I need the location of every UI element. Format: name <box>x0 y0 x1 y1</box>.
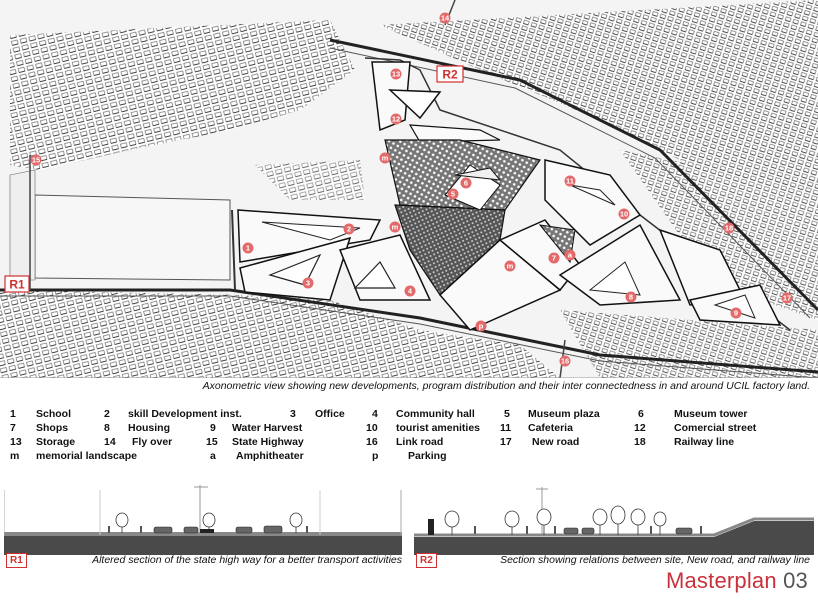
marker-a <box>565 250 576 261</box>
marker-15 <box>31 155 42 166</box>
page-title <box>666 568 808 594</box>
section-r2 <box>414 475 814 567</box>
legend-label: Comercial street <box>674 422 757 434</box>
marker-18 <box>724 223 735 234</box>
legend-label: Community hall <box>396 408 475 420</box>
legend-label: memorial landscape <box>36 450 137 462</box>
section-r1 <box>4 475 402 567</box>
marker-8 <box>626 292 637 303</box>
legend-key: p <box>372 450 379 462</box>
legend-label: Amphitheater <box>236 450 304 462</box>
axonometric-caption: Axonometric view showing new developments, program distribution and their inter connectedness in and around UCIL factory land. <box>202 380 810 392</box>
svg-text:16: 16 <box>560 356 570 366</box>
legend-key: 2 <box>104 408 110 420</box>
marker-16 <box>560 356 571 367</box>
legend-key: 13 <box>10 436 22 448</box>
marker-13 <box>391 69 402 80</box>
marker-1 <box>243 243 254 254</box>
road-tag-r2: R2 <box>442 67 458 82</box>
section-r2-caption: Section showing relations between site, New road, and railway line <box>500 554 810 566</box>
svg-text:a: a <box>567 250 573 260</box>
svg-text:18: 18 <box>724 223 734 233</box>
svg-text:2: 2 <box>346 224 352 234</box>
marker-14 <box>440 13 451 24</box>
legend-key: 17 <box>500 436 512 448</box>
svg-text:4: 4 <box>407 286 413 296</box>
title-number: 03 <box>783 568 808 593</box>
svg-text:5: 5 <box>450 189 456 199</box>
legend-label: Museum plaza <box>528 408 600 420</box>
legend-key: m <box>10 450 20 462</box>
svg-text:m: m <box>506 261 514 271</box>
marker-12 <box>391 114 402 125</box>
legend-label: skill Development inst. <box>128 408 242 420</box>
section-r1-caption: Altered section of the state high way for a better transport activities <box>92 554 402 566</box>
legend-label: tourist amenities <box>396 422 481 434</box>
marker-9 <box>731 308 742 319</box>
legend-key: 8 <box>104 422 110 434</box>
marker-p <box>476 321 487 332</box>
svg-text:3: 3 <box>305 278 311 288</box>
svg-text:7: 7 <box>551 253 557 263</box>
svg-text:m: m <box>391 222 399 232</box>
marker-3 <box>303 278 314 289</box>
section-r2-tag: R2 <box>416 553 437 568</box>
legend-key: 6 <box>638 408 644 420</box>
svg-text:1: 1 <box>245 243 251 253</box>
marker-17 <box>782 293 793 304</box>
legend-label: Housing <box>128 422 170 434</box>
svg-text:10: 10 <box>619 209 629 219</box>
marker-6 <box>461 178 472 189</box>
legend-label: State Highway <box>232 436 304 448</box>
legend-label: Water Harvest <box>232 422 303 434</box>
svg-text:13: 13 <box>391 69 401 79</box>
road-tag-r1: R1 <box>9 277 25 292</box>
marker-2 <box>344 224 355 235</box>
legend-label: Fly over <box>132 436 173 448</box>
svg-text:8: 8 <box>628 292 634 302</box>
legend-key: 4 <box>372 408 378 420</box>
legend-key: 11 <box>500 422 512 434</box>
legend-key: 5 <box>504 408 510 420</box>
marker-m <box>390 222 401 233</box>
legend-key: 3 <box>290 408 296 420</box>
legend-label: Office <box>315 408 345 420</box>
marker-7 <box>549 253 560 264</box>
legend-key: 16 <box>366 436 378 448</box>
legend-key: 18 <box>634 436 646 448</box>
legend-key: 12 <box>634 422 646 434</box>
svg-text:14: 14 <box>440 13 450 23</box>
svg-text:p: p <box>478 321 484 331</box>
legend-key: 14 <box>104 436 116 448</box>
marker-10 <box>619 209 630 220</box>
title-text: Masterplan <box>665 568 777 593</box>
legend-label: School <box>36 408 72 420</box>
legend-key: a <box>210 450 216 462</box>
legend-key: 7 <box>10 422 16 434</box>
section-r1-tag: R1 <box>6 553 27 568</box>
legend-label: New road <box>532 436 580 448</box>
marker-m <box>505 261 516 272</box>
marker-5 <box>448 189 459 200</box>
svg-text:m: m <box>381 153 389 163</box>
legend-key: 10 <box>366 422 378 434</box>
program-legend <box>10 408 810 466</box>
legend-key: 1 <box>10 408 16 420</box>
svg-text:15: 15 <box>31 155 41 165</box>
legend-label: Museum tower <box>674 408 748 420</box>
legend-label: Shops <box>36 422 69 434</box>
legend-label: Cafeteria <box>528 422 573 434</box>
legend-key: 15 <box>206 436 218 448</box>
marker-m <box>380 153 391 164</box>
svg-text:11: 11 <box>566 176 574 186</box>
legend-label: Parking <box>408 450 447 462</box>
svg-text:9: 9 <box>733 308 739 318</box>
marker-11 <box>565 176 576 187</box>
svg-text:17: 17 <box>782 293 792 303</box>
legend-label: Railway line <box>674 436 735 448</box>
svg-text:6: 6 <box>463 178 469 188</box>
legend-key: 9 <box>210 422 216 434</box>
legend-label: Link road <box>396 436 444 448</box>
marker-4 <box>405 286 416 297</box>
legend-label: Storage <box>36 436 76 448</box>
svg-text:12: 12 <box>391 114 401 124</box>
